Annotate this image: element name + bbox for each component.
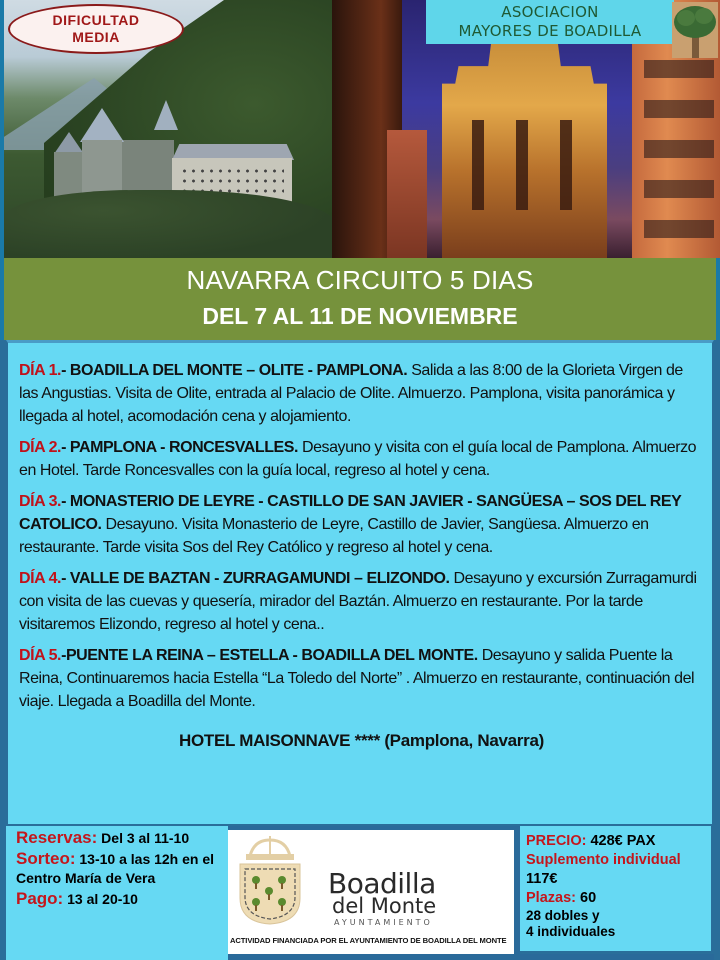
association-line1: ASOCIACION — [501, 3, 599, 21]
difficulty-line2: MEDIA — [72, 29, 120, 45]
supplement-row — [526, 851, 711, 889]
pago-row — [16, 889, 228, 909]
reservas-label: Reservas: — [16, 828, 98, 847]
seats-value: 60 — [575, 890, 597, 906]
supplement-value: 117€ — [526, 871, 558, 887]
room-distribution-2: 4 individuales — [526, 924, 616, 939]
price-value: 428€ PAX — [586, 833, 656, 849]
day-label: DÍA 4. — [19, 570, 62, 587]
itinerary-day-4 — [19, 567, 704, 636]
reservas-row — [16, 828, 228, 848]
difficulty-badge — [8, 4, 184, 54]
sponsor-name-line2: del Monte — [332, 894, 437, 918]
coat-of-arms-icon — [234, 836, 306, 926]
sorteo-row — [16, 849, 228, 888]
hotel-info: HOTEL MAISONNAVE **** (Pamplona, Navarra) — [179, 731, 544, 750]
itinerary-panel — [6, 340, 714, 826]
day-label: DÍA 2. — [19, 439, 62, 456]
day-description: Desayuno. Visita Monasterio de Leyre, Castillo de Javier, Sangüesa. Almuerzo en restaurante. Tarde visita Sos del Rey Católico y regreso al hotel y cena. — [19, 516, 649, 556]
itinerary-day-3 — [19, 490, 704, 559]
sponsor-name-line1: Boadilla — [328, 867, 436, 900]
day-route: - BOADILLA DEL MONTE – OLITE - PAMPLONA. — [61, 362, 408, 379]
sorteo-label: Sorteo: — [16, 849, 76, 868]
tree-icon — [672, 2, 718, 58]
room-distribution-1: 28 dobles y — [526, 908, 600, 923]
day-label: DÍA 3. — [19, 493, 62, 510]
day-route: - MONASTERIO DE LEYRE - CASTILLO DE SAN JAVIER - SANGÜESA – SOS DEL REY CATOLICO. — [19, 493, 682, 533]
pricing-info — [520, 826, 714, 954]
sponsor-subtitle: AYUNTAMIENTO — [334, 918, 433, 927]
page-title: NAVARRA CIRCUITO 5 DIAS — [186, 265, 534, 295]
day-description: Desayuno y excursión Zurragamurdi con visita de las cuevas y quesería, mirador del Baztán. Almuerzo en restaurante. Por la tarde visitaremos Elizondo, regreso al hotel y cena.. — [19, 570, 697, 633]
itinerary-day-1 — [19, 359, 704, 428]
sorteo-value: 13-10 a las 12h en el Centro María de Vera — [16, 851, 215, 886]
association-banner — [426, 0, 674, 44]
seats-row — [526, 889, 711, 908]
day-route: - VALLE DE BAZTAN - ZURRAGAMUNDI – ELIZONDO. — [61, 570, 450, 587]
booking-info — [6, 826, 228, 960]
day-label: DÍA 5. — [19, 647, 62, 664]
price-row — [526, 832, 711, 851]
difficulty-line1: DIFICULTAD — [52, 12, 140, 28]
right-building-windows — [644, 60, 714, 240]
day-label: DÍA 1. — [19, 362, 62, 379]
reservas-value: Del 3 al 11-10 — [97, 830, 190, 846]
day-route: -PUENTE LA REINA – ESTELLA - BOADILLA DEL MONTE. — [61, 647, 478, 664]
title-band — [0, 258, 720, 340]
cityhall-windows — [462, 120, 587, 210]
frame-right — [714, 340, 720, 960]
price-label: PRECIO: — [526, 833, 587, 849]
supplement-label: Suplemento individual — [526, 852, 681, 868]
pago-value: 13 al 20-10 — [63, 891, 138, 907]
day-description: Salida a las 8:00 de la Glorieta Virgen de las Angustias. Visita de Olite, entrada al Palacio de Olite. Almuerzo. Pamplona, visita panorámica y llegada al hotel, acomodación cena y alojamiento. — [19, 362, 683, 425]
trip-dates: DEL 7 AL 11 DE NOVIEMBRE — [202, 303, 518, 329]
itinerary-day-2 — [19, 436, 704, 482]
funded-note: ACTIVIDAD FINANCIADA POR EL AYUNTAMIENTO DE BOADILLA DEL MONTE — [230, 936, 507, 945]
day-route: - PAMPLONA - RONCESVALLES. — [61, 439, 298, 456]
trees-shape — [4, 190, 332, 258]
association-line2: MAYORES DE BOADILLA — [458, 22, 642, 40]
seats-label: Plazas: — [526, 890, 576, 906]
day-description: Desayuno y visita con el guía local de Pamplona. Almuerzo en Hotel. Tarde Roncesvalles con la guía local, regreso al hotel y cena. — [19, 439, 697, 479]
day-description: Desayuno y salida Puente la Reina, Continuaremos hacia Estella “La Toledo del Norte” . Almuerzo en restaurante, continuación del viaje. Llegada a Boadilla del Monte. — [19, 647, 695, 710]
itinerary-day-5 — [19, 644, 704, 713]
pago-label: Pago: — [16, 889, 64, 908]
left-building2-shape — [387, 130, 427, 258]
sponsor-logo — [228, 830, 514, 954]
